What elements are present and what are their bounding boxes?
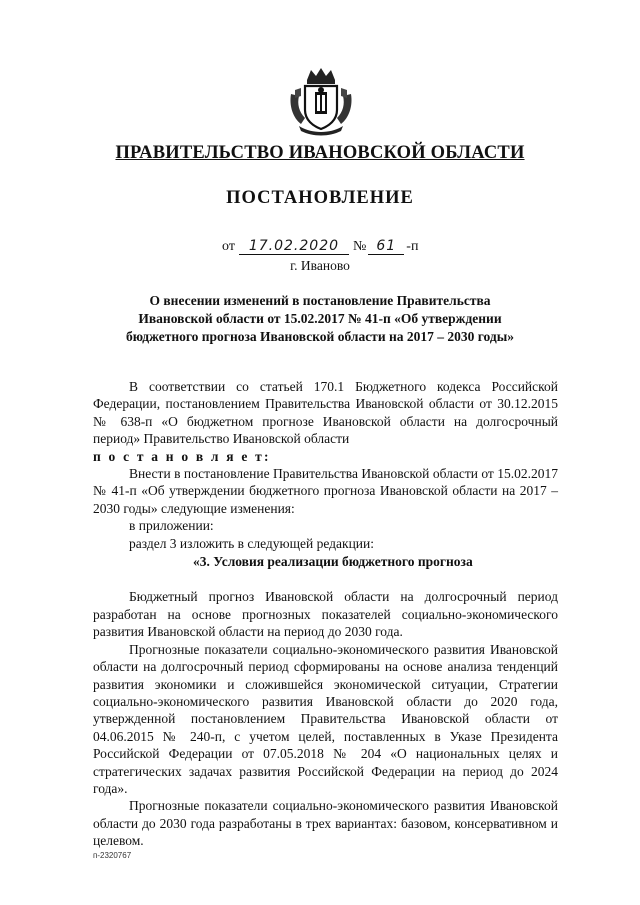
number-suffix: -п: [406, 239, 419, 254]
handwritten-number: 61: [368, 238, 404, 255]
paragraph-section-instruction: раздел 3 изложить в следующей редакции:: [129, 535, 375, 551]
number-sign: №: [352, 239, 367, 254]
section-title: «3. Условия реализации бюджетного прогноза: [193, 554, 473, 570]
date-prefix: от: [222, 239, 235, 254]
date-number-line: [222, 238, 418, 255]
document-heading: [90, 292, 550, 346]
ivanovo-coat-of-arms-icon: [287, 66, 355, 136]
decrees-word: п о с т а н о в л я е т:: [93, 448, 271, 464]
government-title: ПРАВИТЕЛЬСТВО ИВАНОВСКОЙ ОБЛАСТИ: [115, 143, 525, 163]
paragraph-preamble: В соответствии со статьей 170.1 Бюджетного кодекса Российской Федерации, постановлением Правительства Ивановской области от 30.12.2015 № 638-п «О бюджетном прогнозе Ивановской области на долгосрочный период» Правительство Ивановской области: [93, 379, 558, 447]
paragraph-appendix: в приложении:: [129, 518, 214, 534]
heading-line: О внесении изменений в постановление Правительства: [149, 293, 491, 308]
heading-line: Ивановской области от 15.02.2017 № 41-п «Об утверждении: [138, 311, 502, 326]
handwritten-date: 17.02.2020: [239, 238, 349, 255]
document-code: п-2320767: [93, 851, 132, 860]
document-type: ПОСТАНОВЛЕНИЕ: [226, 188, 414, 208]
paragraph-forecast-indicators: Прогнозные показатели социально-экономического развития Ивановской области на долгосрочный период сформированы на основе анализа тенденций развития экономики и сложившейся экономической ситуации, Стратегии социально-экономического развития Ивановской области до 2020 года, утвержденной постановлением Правительства Ивановской области от 04.06.2015 № 240-п, с учетом целей, поставленных в Указе Президента Российской Федерации от 07.05.2018 № 204 «О национальных целях и стратегических задачах развития Российской Федерации на период до 2024 года».: [93, 641, 558, 796]
city: г. Иваново: [290, 258, 350, 273]
paragraph-forecast-variants: Прогнозные показатели социально-экономического развития Ивановской области до 2030 года разработаны в трех вариантах: базовом, консервативном и целевом.: [93, 798, 558, 849]
paragraph-amendment: Внести в постановление Правительства Ивановской области от 15.02.2017 № 41-п «Об утверждении бюджетного прогноза Ивановской области на 2017 – 2030 годы» следующие изменения:: [93, 466, 558, 516]
document-body: [93, 378, 558, 850]
heading-line: бюджетного прогноза Ивановской области на 2017 – 2030 годы»: [125, 329, 515, 344]
paragraph-forecast-basis: Бюджетный прогноз Ивановской области на долгосрочный период разработан на основе прогнозных показателей социально-экономического развития Ивановской области на период до 2030 года.: [93, 589, 558, 640]
